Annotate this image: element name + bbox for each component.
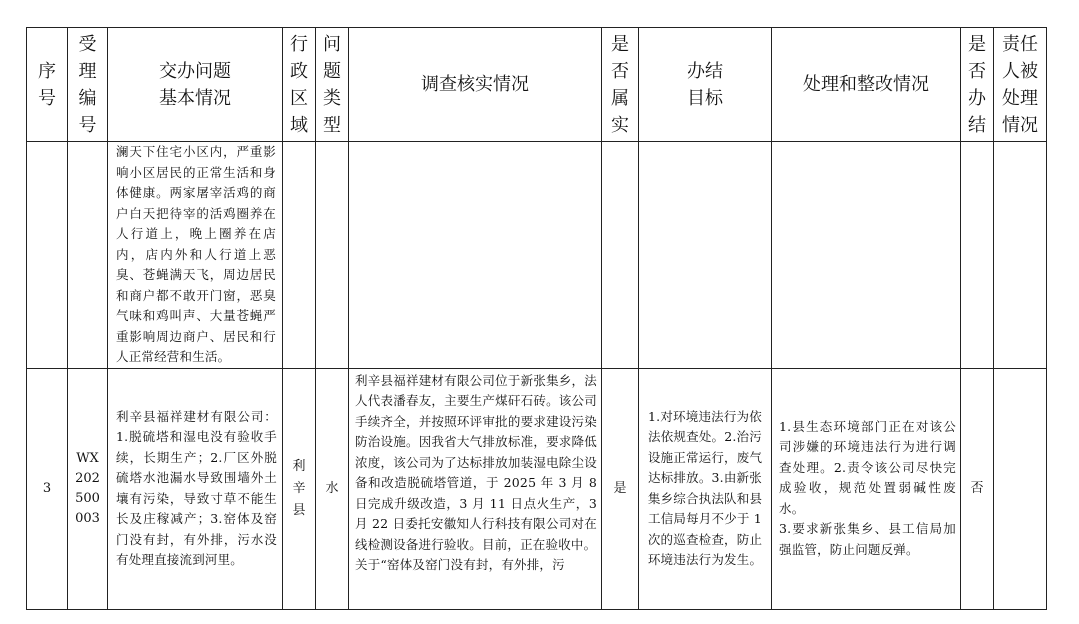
cell-type-text: 水 <box>325 481 339 496</box>
header-accept-no <box>68 28 108 142</box>
cell-investigation <box>349 368 602 609</box>
cell-goal <box>639 368 772 609</box>
header-type <box>316 28 349 142</box>
cell-accept-no <box>68 368 108 609</box>
header-is-closed-text: 是 否 办 结 <box>968 33 986 136</box>
cell-accountability <box>994 368 1047 609</box>
cell-basic <box>108 368 283 609</box>
cell-accept-no-text: WX 202 500 003 <box>75 450 100 526</box>
cell-rectification-text: 1.县生态环境部门正在对该公司涉嫌的环境违法行为进行调查处理。2.责令该公司尽快完成验收，规范处置弱碱性废水。 3.要求新张集乡、县工信局加强监管，防止问题反弹。 <box>779 418 956 557</box>
header-row <box>27 28 1047 142</box>
header-rectification-text: 处理和整改情况 <box>803 74 929 95</box>
cell-is-true-text: 是 <box>613 481 627 496</box>
cell-is-true <box>602 368 639 609</box>
cell-basic-text: 澜天下住宅小区内，严重影响小区居民的正常生活和身体健康。两家屠宰活鸡的商户白天把待宰的活鸡圈养在人行道上，晚上圈养在店内，店内外和人行道上恶臭、苍蝇满天飞，周边居民和商户都不敢开门窗，恶臭气味和鸡叫声、大量苍蝇严重影响周边商户、居民和行人正常经营和生活。 <box>116 144 276 364</box>
table-row <box>27 142 1047 369</box>
cell-investigation-text: 利辛县福祥建材有限公司位于新张集乡，法人代表潘春友，主要生产煤矸石砖。该公司手续齐全，并按照环评审批的要求建设污染防治设施。因我省大气排放标准，要求降低浓度，该公司为了达标排放加装湿电除尘设备和改造脱硫塔管道，于 2025 年 3 月 8 日完成升级改造，3 月 11 日点火生产，3 月 22 日委托安徽知人行科技有限公司对在线检测设备进行验收。目前，正在验收中。 关于“窑体及窑门没有封，有外排，污 <box>355 372 597 572</box>
header-type-text: 问 题 类 型 <box>323 33 341 136</box>
cell-seq <box>27 368 68 609</box>
header-investigation <box>349 28 602 142</box>
cell-is-closed-text: 否 <box>970 481 984 496</box>
cell-seq <box>27 142 68 369</box>
header-region-text: 行 政 区 域 <box>290 33 308 136</box>
cell-is-closed <box>961 368 994 609</box>
case-table <box>26 27 1047 610</box>
header-goal <box>639 28 772 142</box>
cell-rectification <box>772 368 961 609</box>
cell-is-closed <box>961 142 994 369</box>
cell-investigation <box>349 142 602 369</box>
cell-basic-text: 利辛县福祥建材有限公司：1.脱硫塔和湿电没有验收手续，长期生产；2.厂区外脱硫塔水池漏水导致围墙外土壤有污染，导致寸草不能生长及庄稼减产；3.窑体及窑门没有封，有外排，污水没有处理直接流到河里。 <box>116 408 277 567</box>
cell-is-true <box>602 142 639 369</box>
header-rectification <box>772 28 961 142</box>
cell-goal-text: 1.对环境违法行为依法依规查处。2.治污设施正常运行，废气达标排放。3.由新张集乡综合执法队和县工信局每月不少于 1 次的巡查检查，防止环境违法行为发生。 <box>647 408 763 567</box>
header-basic-text: 交办问题 基本情况 <box>159 60 231 109</box>
header-goal-text: 办结 目标 <box>687 60 723 109</box>
cell-type <box>316 142 349 369</box>
header-investigation-text: 调查核实情况 <box>421 74 529 95</box>
table-row <box>27 368 1047 609</box>
cell-goal <box>639 142 772 369</box>
header-region <box>283 28 316 142</box>
cell-accept-no <box>68 142 108 369</box>
cell-region <box>283 368 316 609</box>
header-seq-text: 序 号 <box>38 60 56 109</box>
header-seq <box>27 28 68 142</box>
cell-region-text: 利 辛 县 <box>292 458 306 518</box>
header-accountability <box>994 28 1047 142</box>
cell-basic <box>108 142 283 369</box>
cell-seq-text: 3 <box>42 481 52 496</box>
header-basic <box>108 28 283 142</box>
cell-rectification <box>772 142 961 369</box>
cell-type <box>316 368 349 609</box>
cell-region <box>283 142 316 369</box>
header-accountability-text: 责任 人被 处理 情况 <box>1002 33 1038 136</box>
header-is-closed <box>961 28 994 142</box>
header-is-true <box>602 28 639 142</box>
header-is-true-text: 是 否 属 实 <box>611 33 629 136</box>
header-accept-no-text: 受 理 编 号 <box>78 33 97 136</box>
cell-accountability <box>994 142 1047 369</box>
